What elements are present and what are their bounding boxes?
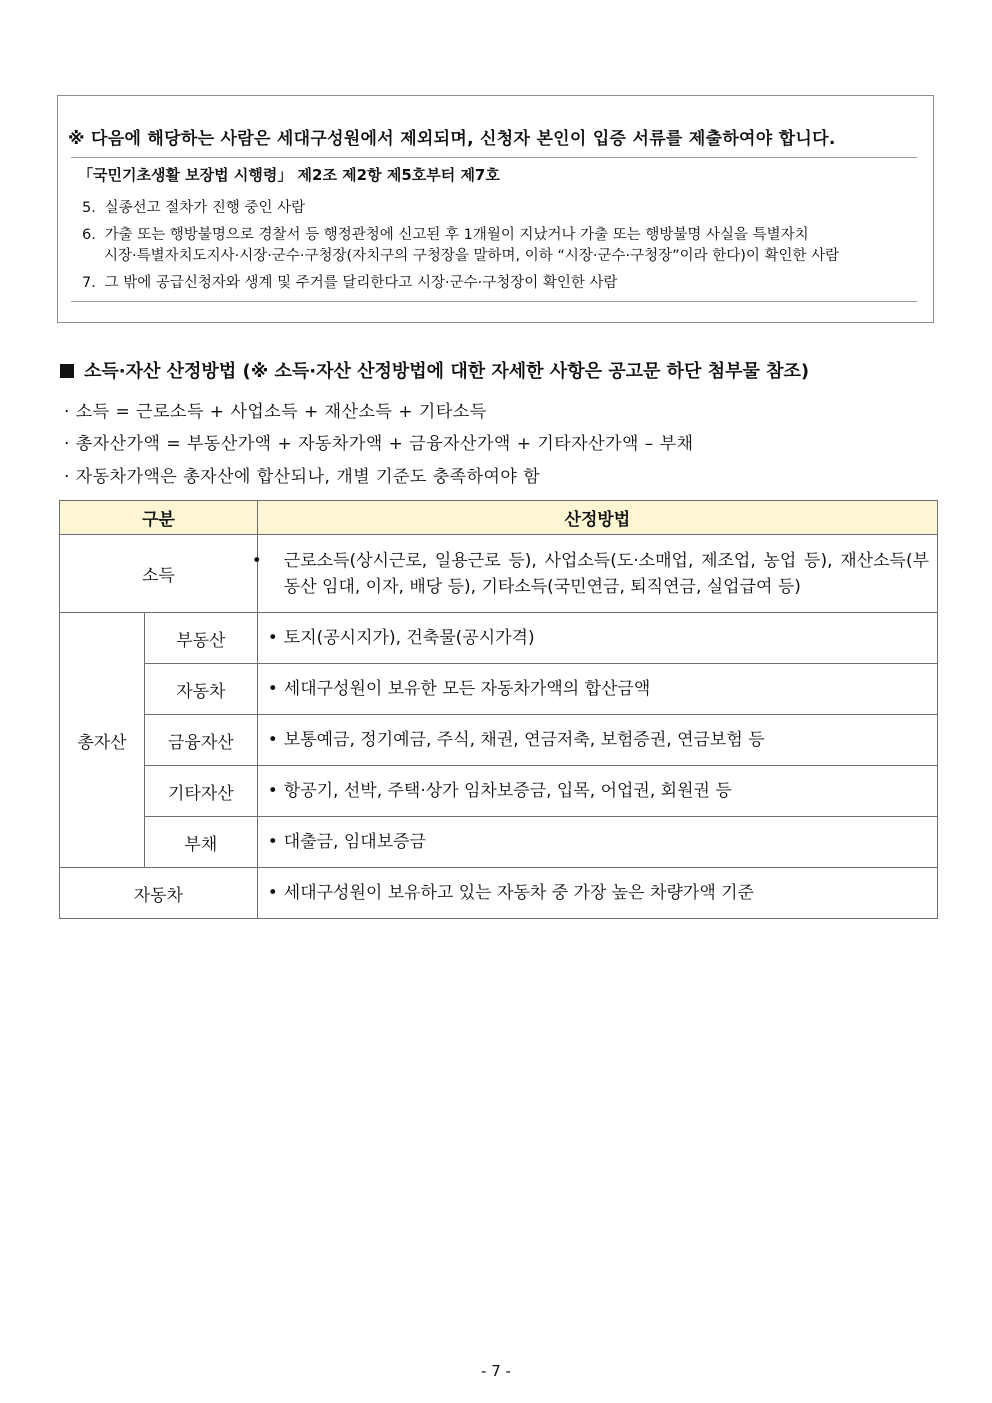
law-reference: 「국민기초생활 보장법 시행령」 제2조 제2항 제5호부터 제7호	[78, 166, 500, 184]
sub-desc: • 대출금, 임대보증금	[257, 817, 937, 868]
table-row-other-asset	[60, 766, 938, 817]
table-row-vehicle-asset	[60, 664, 938, 715]
header-category: 구분	[60, 501, 258, 535]
formula-total-assets: · 총자산가액 = 부동산가액 + 자동차가액 + 금융자산가액 + 기타자산가액 – 부채	[64, 434, 694, 454]
row-label-vehicle: 자동차	[60, 868, 258, 919]
formula-income: · 소득 = 근로소득 + 사업소득 + 재산소득 + 기타소득	[64, 402, 487, 422]
bullet-icon: •	[267, 679, 278, 699]
sub-desc: • 세대구성원이 보유한 모든 자동차가액의 합산금액	[257, 664, 937, 715]
notice-item-number: 5.	[82, 200, 96, 216]
notice-item-7	[82, 273, 618, 294]
table-row-income	[60, 535, 938, 613]
notice-item-text-continued: 시장·특별자치도지사·시장·군수·구청장(자치구의 구청장을 말하며, 이하 “시장·군수·구청장”이라 한다)이 확인한 사람	[104, 248, 840, 264]
bullet-icon: •	[267, 832, 278, 852]
bullet-icon: •	[267, 781, 278, 801]
square-bullet-icon	[60, 364, 74, 378]
notice-item-6	[82, 225, 839, 267]
sub-label: 자동차	[144, 664, 257, 715]
notice-item-text: 그 밖에 공급신청자와 생계 및 주거를 달리한다고 시장·군수·구청장이 확인한 사람	[104, 275, 618, 291]
formula-vehicle-note: · 자동차가액은 총자산에 합산되나, 개별 기준도 충족하여야 함	[64, 467, 541, 487]
bullet-icon: •	[251, 550, 262, 571]
notice-divider-top	[71, 157, 917, 158]
sub-label: 부동산	[144, 613, 257, 664]
exclusion-notice-box	[57, 95, 934, 323]
sub-desc: • 보통예금, 정기예금, 주식, 채권, 연금저축, 보험증권, 연금보험 등	[257, 715, 937, 766]
sub-desc: • 항공기, 선박, 주택·상가 임차보증금, 입목, 어업권, 회원권 등	[257, 766, 937, 817]
notice-divider-bottom	[71, 301, 917, 302]
notice-item-number: 6.	[82, 227, 96, 243]
section-heading	[60, 357, 809, 383]
notice-title: ※ 다음에 해당하는 사람은 세대구성원에서 제외되며, 신청자 본인이 입증 서류를 제출하여야 합니다.	[68, 129, 836, 149]
row-label-income: 소득	[60, 535, 258, 613]
table-header-row	[60, 501, 938, 535]
sub-label: 부채	[144, 817, 257, 868]
table-row-financial-asset	[60, 715, 938, 766]
table-row-vehicle	[60, 868, 938, 919]
row-label-total-assets: 총자산	[60, 613, 145, 868]
row-desc-vehicle: • 세대구성원이 보유하고 있는 자동차 중 가장 높은 차량가액 기준	[257, 868, 937, 919]
header-method: 산정방법	[257, 501, 937, 535]
bullet-icon: •	[267, 883, 278, 903]
sub-label: 기타자산	[144, 766, 257, 817]
notice-item-number: 7.	[82, 275, 96, 291]
page-number: - 7 -	[481, 1362, 511, 1380]
calculation-method-table	[59, 500, 938, 919]
table-row-real-estate	[60, 613, 938, 664]
bullet-icon: •	[267, 628, 278, 648]
row-desc-income: • 근로소득(상시근로, 일용근로 등), 사업소득(도·소매업, 제조업, 농업 등), 재산소득(부동산 임대, 이자, 배당 등), 기타소득(국민연금, 퇴직연금, 실업급여 등)	[257, 535, 937, 613]
sub-desc: • 토지(공시지가), 건축물(공시가격)	[257, 613, 937, 664]
bullet-icon: •	[267, 730, 278, 750]
sub-label: 금융자산	[144, 715, 257, 766]
notice-item-5	[82, 198, 305, 219]
notice-item-text: 가출 또는 행방불명으로 경찰서 등 행정관청에 신고된 후 1개월이 지났거나 가출 또는 행방불명 사실을 특별자치	[104, 227, 809, 243]
section-heading-text: 소득·자산 산정방법 (※ 소득·자산 산정방법에 대한 자세한 사항은 공고문 하단 첨부물 참조)	[84, 361, 810, 382]
table-row-debt	[60, 817, 938, 868]
notice-item-text: 실종선고 절차가 진행 중인 사람	[104, 200, 306, 216]
